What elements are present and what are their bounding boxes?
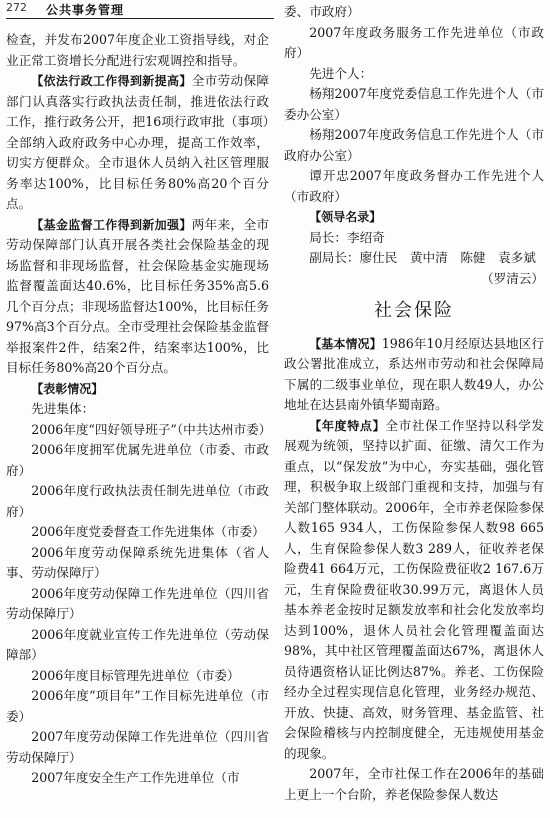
section-head-annual-features: 【年度特点】 <box>309 418 386 433</box>
page-header <box>6 0 274 19</box>
collective-label: 先进集体： <box>31 401 95 416</box>
section-head-leaders: 【领导名录】 <box>309 210 382 224</box>
list-item: 2006年度党委督查工作先进集体（市委） <box>31 524 265 539</box>
person-item: 杨翔2007年度政务信息工作先进个人（市政府办公室） <box>284 127 544 163</box>
list-item: 2007年度劳动保障工作先进单位（四川省劳动保障厅） <box>6 729 269 765</box>
paragraph-annual-features <box>284 416 544 765</box>
paragraph-continuation: 检查，并发布2007年度企业工资指导线，对企业正常工资增长分配进行宏观调控和指导。 <box>6 32 269 68</box>
paragraph-text: 全市社保工作坚持以科学发展观为统领，坚持以扩面、征缴、清欠工作为重点，以“保发放”为中心，夯实基础，强化管理，积极争取上级部门重视和支持，加强与有关部门整体联动。2006年，全市养老保险参保人数165 934人，工伤保险参保人数98 665人，生育保险参保人数3 289人，征收养老保险费41 664万元，工伤保险费征收2 167.6万元，生育保险费征收30.99万元，离退休人员基本养老金按时足额发放率和社会化发放率均达到100%，退休人员社会化管理覆盖面达98%，其中社区管理覆盖面达67%，离退休人员待遇资格认证比例达87%。养老、工伤保险经办全过程实现信息化管理，业务经办规范、开放、快捷、高效，财务管理、基金监管、社会保险稽核与内控制度健全，无违规使用基金的现象。 <box>284 417 544 761</box>
list-item: 2006年度“四好领导班子”（中共达州市委） <box>31 421 272 437</box>
section-title: 社会保险 <box>374 300 454 321</box>
list-item-continuation: 委、市政府） <box>284 4 360 19</box>
list-item: 2006年度目标管理先进单位（市委） <box>31 667 240 683</box>
list-item: 2006年度劳动保障系统先进集体（省人事、劳动保障厅） <box>6 544 269 580</box>
author-credit: （罗清云） <box>481 270 544 286</box>
paragraph-text: 1986年10月经原达县地区行政公署批准成立，系达州市劳动和社会保障局下属的二级事业单位，现在职人数49人，办公地址在达县南外镇华蜀南路。 <box>284 335 544 412</box>
list-item: 2006年度行政执法责任制先进单位（市政府） <box>6 483 269 519</box>
paragraph-basic-info <box>284 334 544 416</box>
left-column <box>6 30 272 789</box>
person-item: 杨翔2007年度党委信息工作先进个人（市委办公室） <box>284 86 544 122</box>
paragraph-law-enforcement <box>6 71 269 215</box>
paragraph-2007: 2007年，全市社保工作在2006年的基础上更上一个台阶，养老保险参保人数达 <box>284 766 544 802</box>
paragraph-text: 全市劳动保障部门认真落实行政执法责任制，推进依法行政工作，推行政务公开，把16项行政审批（事项）全部纳入政府政务中心办理，提高工作效率，切实方便群众。全市退休人员纳入社区管理服务率达100%，比目标任务80%高20个百分点。 <box>6 73 269 211</box>
paragraph-text: 两年来，全市劳动保障部门认真开展各类社会保险基金的现场监督和非现场监督，社会保险基金实施现场监督覆盖面达40.6%，比目标任务35%高5.6几个百分点；非现场监督达100%，比目标任务97%高3个百分点。全市受理社会保险基金监督举报案件2件，结案2件，结案率达100%，比目标任务80%高20个百分点。 <box>6 216 269 375</box>
leader-director: 局长：李绍奇 <box>309 229 385 245</box>
section-head-law-enforcement: 【依法行政工作得到新提高】 <box>31 74 192 88</box>
list-item: 2006年度就业宣传工作先进单位（劳动保障部） <box>6 626 269 662</box>
section-head-basic-info: 【基本情况】 <box>309 336 382 351</box>
right-column <box>284 2 544 805</box>
persons-label: 先进个人： <box>309 65 373 81</box>
list-item: 2006年度拥军优属先进单位（市委、市政府） <box>6 442 269 478</box>
person-item: 谭开忠2007年度政务督办工作先进个人（市政府） <box>284 168 544 204</box>
list-item: 2006年度劳动保障工作先进单位（四川省劳动保障厅） <box>6 585 269 621</box>
running-title: 公共事务管理 <box>46 3 125 17</box>
list-item: 2007年度安全生产工作先进单位（市 <box>31 770 240 785</box>
section-head-fund-supervision: 【基金监督工作得到新加强】 <box>31 217 192 232</box>
section-head-commendation: 【表彰情况】 <box>31 381 104 396</box>
page-number: 272 <box>6 1 27 14</box>
paragraph-fund-supervision <box>6 215 269 379</box>
list-item: 2006年度“项目年”工作目标先进单位（市委） <box>6 688 269 724</box>
list-item: 2007年度政务服务工作先进单位（市政府） <box>284 24 544 60</box>
leader-deputies: 副局长：廖仕民 黄中清 陈健 袁多斌 <box>309 250 536 265</box>
